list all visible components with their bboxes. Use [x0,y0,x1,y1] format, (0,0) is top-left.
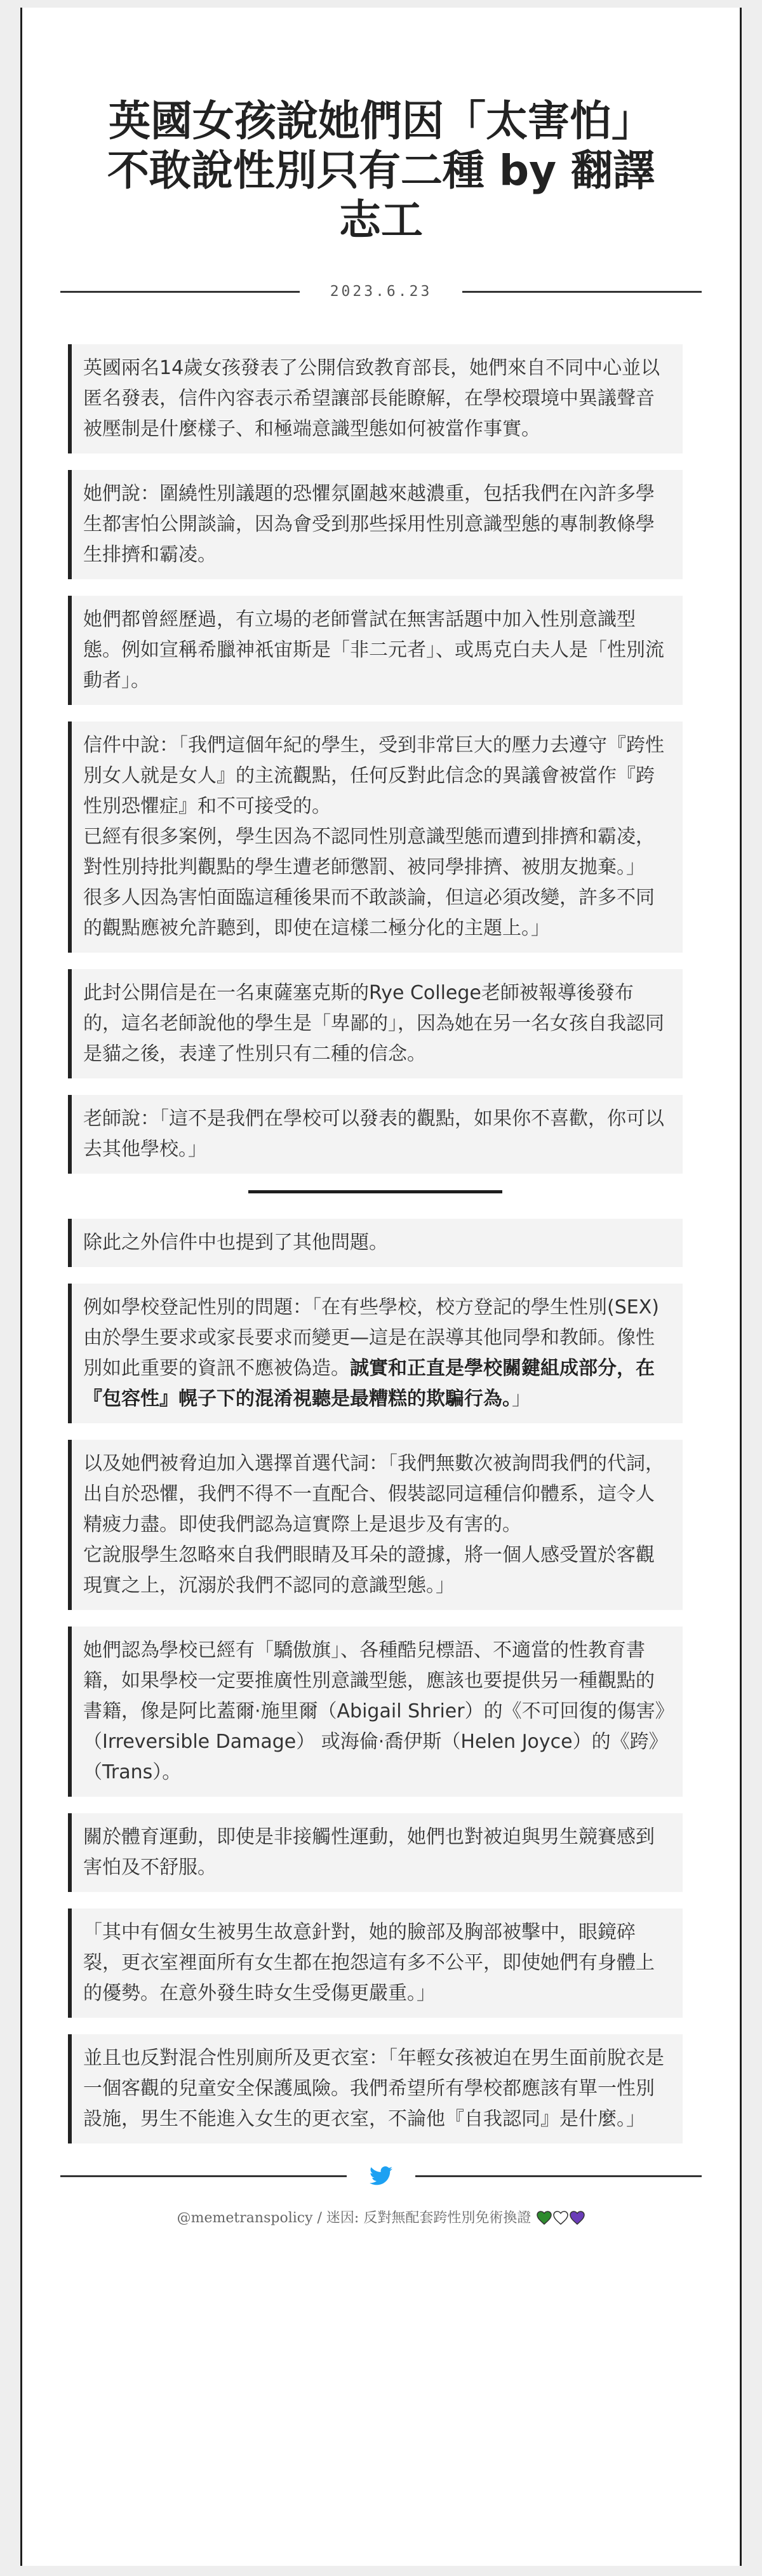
paragraph [68,721,683,953]
paragraph-line: 英國兩名14歲女孩發表了公開信致教育部長，她們來自不同中心並以匿名發表，信件內容表示希望讓部長能瞭解，在學校環境中異議聲音被壓制是什麼樣子、和極端意識型態如何被當作事實。 [83,357,660,440]
white-heart-icon [553,2211,568,2225]
paragraph [68,1284,683,1423]
paragraph-line: 並且也反對混合性別廁所及更衣室：「年輕女孩被迫在男生面前脫衣是一個客觀的兒童安全保護風險。我們希望所有學校都應該有單一性別設施，男生不能進入女生的更衣室，不論他『自我認同』是什麼。」 [83,2047,664,2130]
paragraph-text [83,1635,671,1788]
paragraph-line: 她們說：圍繞性別議題的恐懼氛圍越來越濃重，包括我們在內許多學生都害怕公開談論，因為會受到那些採用性別意識型態的專制教條學生排擠和霸凌。 [83,483,655,566]
paragraph-line: 信件中說：「我們這個年紀的學生，受到非常巨大的壓力去遵守『跨性別女人就是女人』的主流觀點，任何反對此信念的異議會被當作『跨性別恐懼症』和不可接受的。 [83,734,664,817]
paragraph-text [83,479,671,570]
paragraph-line: 很多人因為害怕面臨這種後果而不敢談論，但這必須改變，許多不同的觀點應被允許聽到，即使在這樣二極分化的主題上。」 [83,887,655,939]
purple-heart-icon [570,2211,585,2225]
paragraph-line: 老師說：「這不是我們在學校可以發表的觀點，如果你不喜歡，你可以去其他學校。」 [83,1108,664,1160]
paragraph [68,596,683,705]
paragraph-line: 她們認為學校已經有「驕傲旗」、各種酷兒標語、不適當的性教育書籍，如果學校一定要推廣性別意識型態，應該也要提供另一種觀點的書籍，像是阿比蓋爾·施里爾（Abigail Shrier）的《不可回復的傷害》（Irreversible Damage） 或海倫·喬伊斯（Helen Joyce）的《跨》（Trans）。 [83,1639,668,1783]
article-page [20,8,742,2566]
paragraph-line: 已經有很多案例，學生因為不認同性別意識型態而遭到排擠和霸凌，對性別持批判觀點的學生遭老師懲罰、被同學排擠、被朋友拋棄。」 [83,826,655,878]
paragraph-line: 她們都曾經歷過，有立場的老師嘗試在無害話題中加入性別意識型態。例如宣稱希臘神祇宙斯是「非二元者」、或馬克白夫人是「性別流動者」。 [83,608,664,692]
paragraph [68,1219,683,1267]
paragraph-line: 以及她們被脅迫加入選擇首選代詞：「我們無數次被詢問我們的代詞，出自於恐懼，我們不得不一直配合、假裝認同這種信仰體系，這令人精疲力盡。即使我們認為這實際上是退步及有害的。 [83,1452,664,1536]
paragraph-line: 關於體育運動，即使是非接觸性運動，她們也對被迫與男生競賽感到害怕及不舒服。 [83,1826,655,1879]
date-row [60,283,702,300]
article-body [68,344,683,2143]
footer-divider [60,2166,702,2185]
twitter-bird-icon[interactable] [347,2166,415,2185]
paragraph-text-close: 」 [512,1388,531,1410]
paragraph-text [83,1104,671,1165]
paragraph-text [83,730,671,944]
footer-rule-right [415,2175,702,2177]
paragraph-line: 它說服學生忽略來自我們眼睛及耳朵的證據，將一個人感受置於客觀現實之上，沉溺於我們不認同的意識型態。」 [83,1544,655,1597]
paragraph-line: 此封公開信是在一名東薩塞克斯的Rye College老師被報導後發布的，這名老師說他的學生是「卑鄙的」，因為她在另一名女孩自我認同是貓之後，表達了性別只有二種的信念。 [83,982,664,1065]
paragraph-text [83,605,671,696]
footer-rule-left [60,2175,347,2177]
paragraph [68,344,683,453]
article-title: 英國女孩說她們因「太害怕」不敢說性別只有二種 by 翻譯志工 [107,97,655,245]
paragraph [68,1095,683,1174]
paragraph-text [83,353,671,445]
publish-date: 2023.6.23 [330,283,432,300]
paragraph-text [83,978,671,1070]
paragraph [68,1909,683,2018]
body-section-1 [68,344,683,1174]
paragraph [68,969,683,1078]
paragraph-text-normal: 例如學校登記性別的問題：「在有些學校，校方登記的學生性別(SEX)由於學生要求或家長要求而變更—這是在誤導其他同學和教師。像性別如此重要的資訊不應被偽造。 [83,1296,659,1379]
paragraph [68,470,683,579]
paragraph [68,1627,683,1797]
paragraph-line: 「其中有個女生被男生故意針對，她的臉部及胸部被擊中，眼鏡碎裂，更衣室裡面所有女生都在抱怨這有多不公平，即使她們有身體上的優勢。在意外發生時女生受傷更嚴重。」 [83,1921,655,2004]
paragraph [68,1813,683,1892]
footer-credit-text: @memetranspolicy / 迷因: 反對無配套跨性別免術換證 [177,2210,531,2226]
twitter-bird-svg [370,2166,392,2185]
green-heart-icon [537,2211,552,2225]
date-rule-right [462,291,702,293]
paragraph-text [83,1917,671,2009]
hearts-group [535,2210,585,2226]
date-rule-left [60,291,300,293]
paragraph-text [83,1292,671,1414]
paragraph-text [83,1822,671,1883]
paragraph [68,1440,683,1610]
body-section-2 [68,1440,683,2143]
paragraph-text [83,1449,671,1601]
paragraph-text-bold: 誠實和正直是學校關鍵組成部分，在『包容性』幌子下的混淆視聽是最糟糕的欺騙行為。 [83,1357,655,1410]
footer-credit [22,2207,740,2227]
paragraph-text [83,2043,671,2135]
section-divider [248,1190,502,1193]
paragraph-text: 除此之外信件中也提到了其他問題。 [83,1231,388,1254]
paragraph [68,2034,683,2143]
